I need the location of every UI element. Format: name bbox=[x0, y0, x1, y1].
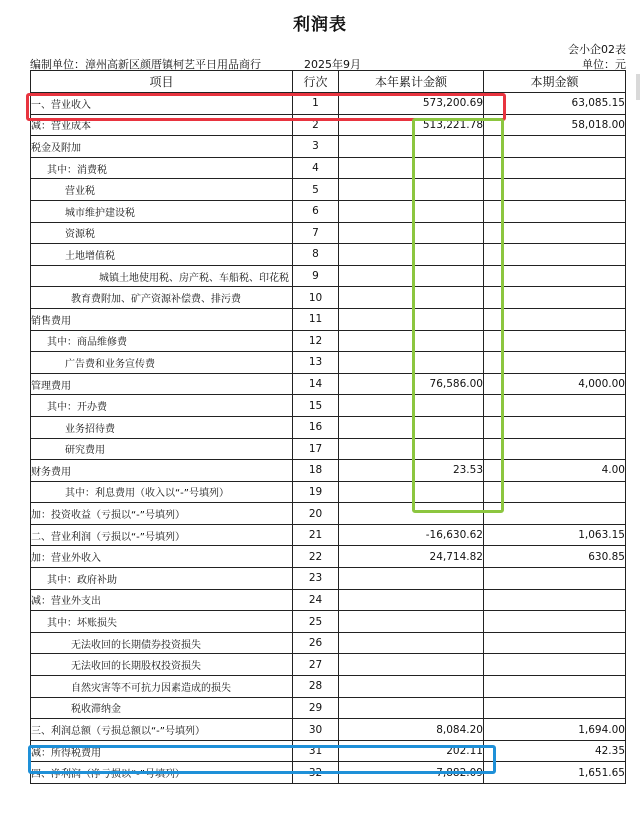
row-ytd-amount: 513,221.78 bbox=[339, 114, 484, 136]
row-ytd-amount bbox=[339, 676, 484, 698]
row-ytd-amount bbox=[339, 265, 484, 287]
table-row bbox=[31, 265, 626, 287]
row-line-number: 7 bbox=[293, 222, 339, 244]
row-line-number: 21 bbox=[293, 524, 339, 546]
table-row bbox=[31, 740, 626, 762]
row-line-number: 15 bbox=[293, 395, 339, 417]
row-ytd-amount bbox=[339, 157, 484, 179]
row-current-amount bbox=[484, 222, 626, 244]
table-row bbox=[31, 568, 626, 590]
row-item-label: 财务费用 bbox=[31, 460, 293, 482]
row-ytd-amount bbox=[339, 179, 484, 201]
table-row bbox=[31, 200, 626, 222]
row-ytd-amount: 8,084.20 bbox=[339, 719, 484, 741]
table-row bbox=[31, 589, 626, 611]
table-row bbox=[31, 762, 626, 784]
table-row bbox=[31, 222, 626, 244]
row-ytd-amount bbox=[339, 654, 484, 676]
row-ytd-amount: 573,200.69 bbox=[339, 93, 484, 115]
row-item-label: 广告费和业务宣传费 bbox=[31, 352, 293, 374]
row-item-label: 三、利润总额（亏损总额以“-”号填列） bbox=[31, 719, 293, 741]
header-item: 项目 bbox=[31, 71, 293, 93]
row-ytd-amount bbox=[339, 503, 484, 525]
table-row bbox=[31, 93, 626, 115]
row-line-number: 3 bbox=[293, 136, 339, 158]
row-line-number: 23 bbox=[293, 568, 339, 590]
row-current-amount bbox=[484, 611, 626, 633]
row-item-label: 教育费附加、矿产资源补偿费、排污费 bbox=[31, 287, 293, 309]
row-ytd-amount bbox=[339, 568, 484, 590]
row-ytd-amount: 23.53 bbox=[339, 460, 484, 482]
row-current-amount: 4.00 bbox=[484, 460, 626, 482]
header-current: 本期金额 bbox=[484, 71, 626, 93]
table-row bbox=[31, 352, 626, 374]
row-item-label: 税金及附加 bbox=[31, 136, 293, 158]
row-line-number: 12 bbox=[293, 330, 339, 352]
table-row bbox=[31, 676, 626, 698]
row-ytd-amount bbox=[339, 632, 484, 654]
row-current-amount bbox=[484, 308, 626, 330]
row-ytd-amount bbox=[339, 481, 484, 503]
row-current-amount bbox=[484, 632, 626, 654]
row-current-amount bbox=[484, 287, 626, 309]
row-current-amount bbox=[484, 265, 626, 287]
row-line-number: 14 bbox=[293, 373, 339, 395]
row-ytd-amount: 76,586.00 bbox=[339, 373, 484, 395]
row-line-number: 6 bbox=[293, 200, 339, 222]
row-item-label: 其中：政府补助 bbox=[31, 568, 293, 590]
row-ytd-amount bbox=[339, 395, 484, 417]
row-line-number: 22 bbox=[293, 546, 339, 568]
row-item-label: 城镇土地使用税、房产税、车船税、印花税 bbox=[31, 265, 293, 287]
table-row bbox=[31, 654, 626, 676]
table-row bbox=[31, 114, 626, 136]
row-ytd-amount bbox=[339, 308, 484, 330]
row-ytd-amount bbox=[339, 330, 484, 352]
row-line-number: 10 bbox=[293, 287, 339, 309]
row-ytd-amount: 7,882.09 bbox=[339, 762, 484, 784]
row-current-amount bbox=[484, 136, 626, 158]
row-ytd-amount: 202.11 bbox=[339, 740, 484, 762]
table-row bbox=[31, 157, 626, 179]
row-current-amount: 58,018.00 bbox=[484, 114, 626, 136]
row-line-number: 5 bbox=[293, 179, 339, 201]
row-current-amount: 1,063.15 bbox=[484, 524, 626, 546]
row-line-number: 8 bbox=[293, 244, 339, 266]
row-line-number: 16 bbox=[293, 416, 339, 438]
row-item-label: 无法收回的长期股权投资损失 bbox=[31, 654, 293, 676]
row-line-number: 2 bbox=[293, 114, 339, 136]
row-current-amount bbox=[484, 568, 626, 590]
row-ytd-amount bbox=[339, 589, 484, 611]
row-item-label: 销售费用 bbox=[31, 308, 293, 330]
row-ytd-amount bbox=[339, 697, 484, 719]
row-ytd-amount bbox=[339, 352, 484, 374]
row-item-label: 其中：商品维修费 bbox=[31, 330, 293, 352]
row-current-amount bbox=[484, 157, 626, 179]
income-statement-table bbox=[30, 70, 626, 784]
row-item-label: 减：营业外支出 bbox=[31, 589, 293, 611]
row-current-amount: 42.35 bbox=[484, 740, 626, 762]
row-current-amount bbox=[484, 589, 626, 611]
row-line-number: 25 bbox=[293, 611, 339, 633]
row-line-number: 28 bbox=[293, 676, 339, 698]
row-item-label: 营业税 bbox=[31, 179, 293, 201]
table-row bbox=[31, 524, 626, 546]
row-current-amount bbox=[484, 179, 626, 201]
row-line-number: 4 bbox=[293, 157, 339, 179]
row-line-number: 29 bbox=[293, 697, 339, 719]
row-line-number: 18 bbox=[293, 460, 339, 482]
header-line: 行次 bbox=[293, 71, 339, 93]
row-ytd-amount bbox=[339, 287, 484, 309]
row-ytd-amount bbox=[339, 611, 484, 633]
row-current-amount bbox=[484, 395, 626, 417]
statement-title: 利润表 bbox=[293, 15, 347, 35]
table-row bbox=[31, 438, 626, 460]
row-ytd-amount: 24,714.82 bbox=[339, 546, 484, 568]
row-item-label: 研究费用 bbox=[31, 438, 293, 460]
table-row bbox=[31, 136, 626, 158]
row-line-number: 19 bbox=[293, 481, 339, 503]
row-item-label: 加：投资收益（亏损以“-”号填列） bbox=[31, 503, 293, 525]
row-item-label: 加：营业外收入 bbox=[31, 546, 293, 568]
row-line-number: 24 bbox=[293, 589, 339, 611]
row-line-number: 27 bbox=[293, 654, 339, 676]
table-row bbox=[31, 611, 626, 633]
row-ytd-amount bbox=[339, 416, 484, 438]
header-ytd: 本年累计金额 bbox=[339, 71, 484, 93]
row-line-number: 26 bbox=[293, 632, 339, 654]
table-row bbox=[31, 481, 626, 503]
row-current-amount: 4,000.00 bbox=[484, 373, 626, 395]
row-line-number: 20 bbox=[293, 503, 339, 525]
row-item-label: 城市维护建设税 bbox=[31, 200, 293, 222]
row-current-amount bbox=[484, 697, 626, 719]
row-item-label: 减：所得税费用 bbox=[31, 740, 293, 762]
table-row bbox=[31, 179, 626, 201]
row-current-amount: 63,085.15 bbox=[484, 93, 626, 115]
table-row bbox=[31, 719, 626, 741]
row-item-label: 管理费用 bbox=[31, 373, 293, 395]
row-current-amount: 630.85 bbox=[484, 546, 626, 568]
row-ytd-amount bbox=[339, 200, 484, 222]
table-row bbox=[31, 308, 626, 330]
row-current-amount bbox=[484, 200, 626, 222]
table-row bbox=[31, 460, 626, 482]
table-header-row bbox=[31, 71, 626, 93]
row-current-amount bbox=[484, 438, 626, 460]
row-item-label: 土地增值税 bbox=[31, 244, 293, 266]
row-item-label: 无法收回的长期债券投资损失 bbox=[31, 632, 293, 654]
row-item-label: 其中：消费税 bbox=[31, 157, 293, 179]
row-line-number: 17 bbox=[293, 438, 339, 460]
unit-label: 单位：元 bbox=[582, 58, 626, 71]
form-code: 会小企02表 bbox=[568, 43, 626, 56]
row-current-amount bbox=[484, 654, 626, 676]
row-ytd-amount bbox=[339, 222, 484, 244]
table-row bbox=[31, 287, 626, 309]
row-current-amount: 1,651.65 bbox=[484, 762, 626, 784]
row-current-amount bbox=[484, 330, 626, 352]
row-ytd-amount bbox=[339, 136, 484, 158]
row-line-number: 9 bbox=[293, 265, 339, 287]
table-row bbox=[31, 244, 626, 266]
row-current-amount bbox=[484, 416, 626, 438]
row-line-number: 13 bbox=[293, 352, 339, 374]
row-ytd-amount: -16,630.62 bbox=[339, 524, 484, 546]
row-item-label: 其中：开办费 bbox=[31, 395, 293, 417]
table-row bbox=[31, 373, 626, 395]
row-current-amount bbox=[484, 244, 626, 266]
row-item-label: 其中：利息费用（收入以“-”号填列） bbox=[31, 481, 293, 503]
table-row bbox=[31, 330, 626, 352]
table-row bbox=[31, 632, 626, 654]
row-current-amount: 1,694.00 bbox=[484, 719, 626, 741]
row-item-label: 二、营业利润（亏损以“-”号填列） bbox=[31, 524, 293, 546]
row-line-number: 1 bbox=[293, 93, 339, 115]
row-current-amount bbox=[484, 481, 626, 503]
table-row bbox=[31, 546, 626, 568]
period-label: 2025年9月 bbox=[304, 58, 361, 71]
row-line-number: 11 bbox=[293, 308, 339, 330]
table-row bbox=[31, 697, 626, 719]
table-row bbox=[31, 416, 626, 438]
row-item-label: 业务招待费 bbox=[31, 416, 293, 438]
row-item-label: 一、营业收入 bbox=[31, 93, 293, 115]
row-ytd-amount bbox=[339, 438, 484, 460]
row-item-label: 资源税 bbox=[31, 222, 293, 244]
row-item-label: 减：营业成本 bbox=[31, 114, 293, 136]
row-item-label: 其中：坏账损失 bbox=[31, 611, 293, 633]
compiler-label: 编制单位：漳州高新区颜厝镇柯艺平日用品商行 bbox=[30, 58, 261, 71]
table-row bbox=[31, 503, 626, 525]
row-current-amount bbox=[484, 503, 626, 525]
row-current-amount bbox=[484, 352, 626, 374]
row-ytd-amount bbox=[339, 244, 484, 266]
row-item-label: 税收滞纳金 bbox=[31, 697, 293, 719]
row-item-label: 四、净利润（净亏损以“-”号填列） bbox=[31, 762, 293, 784]
row-current-amount bbox=[484, 676, 626, 698]
row-line-number: 30 bbox=[293, 719, 339, 741]
table-row bbox=[31, 395, 626, 417]
row-line-number: 31 bbox=[293, 740, 339, 762]
edge-scroll-tab bbox=[636, 74, 640, 100]
row-item-label: 自然灾害等不可抗力因素造成的损失 bbox=[31, 676, 293, 698]
row-line-number: 32 bbox=[293, 762, 339, 784]
